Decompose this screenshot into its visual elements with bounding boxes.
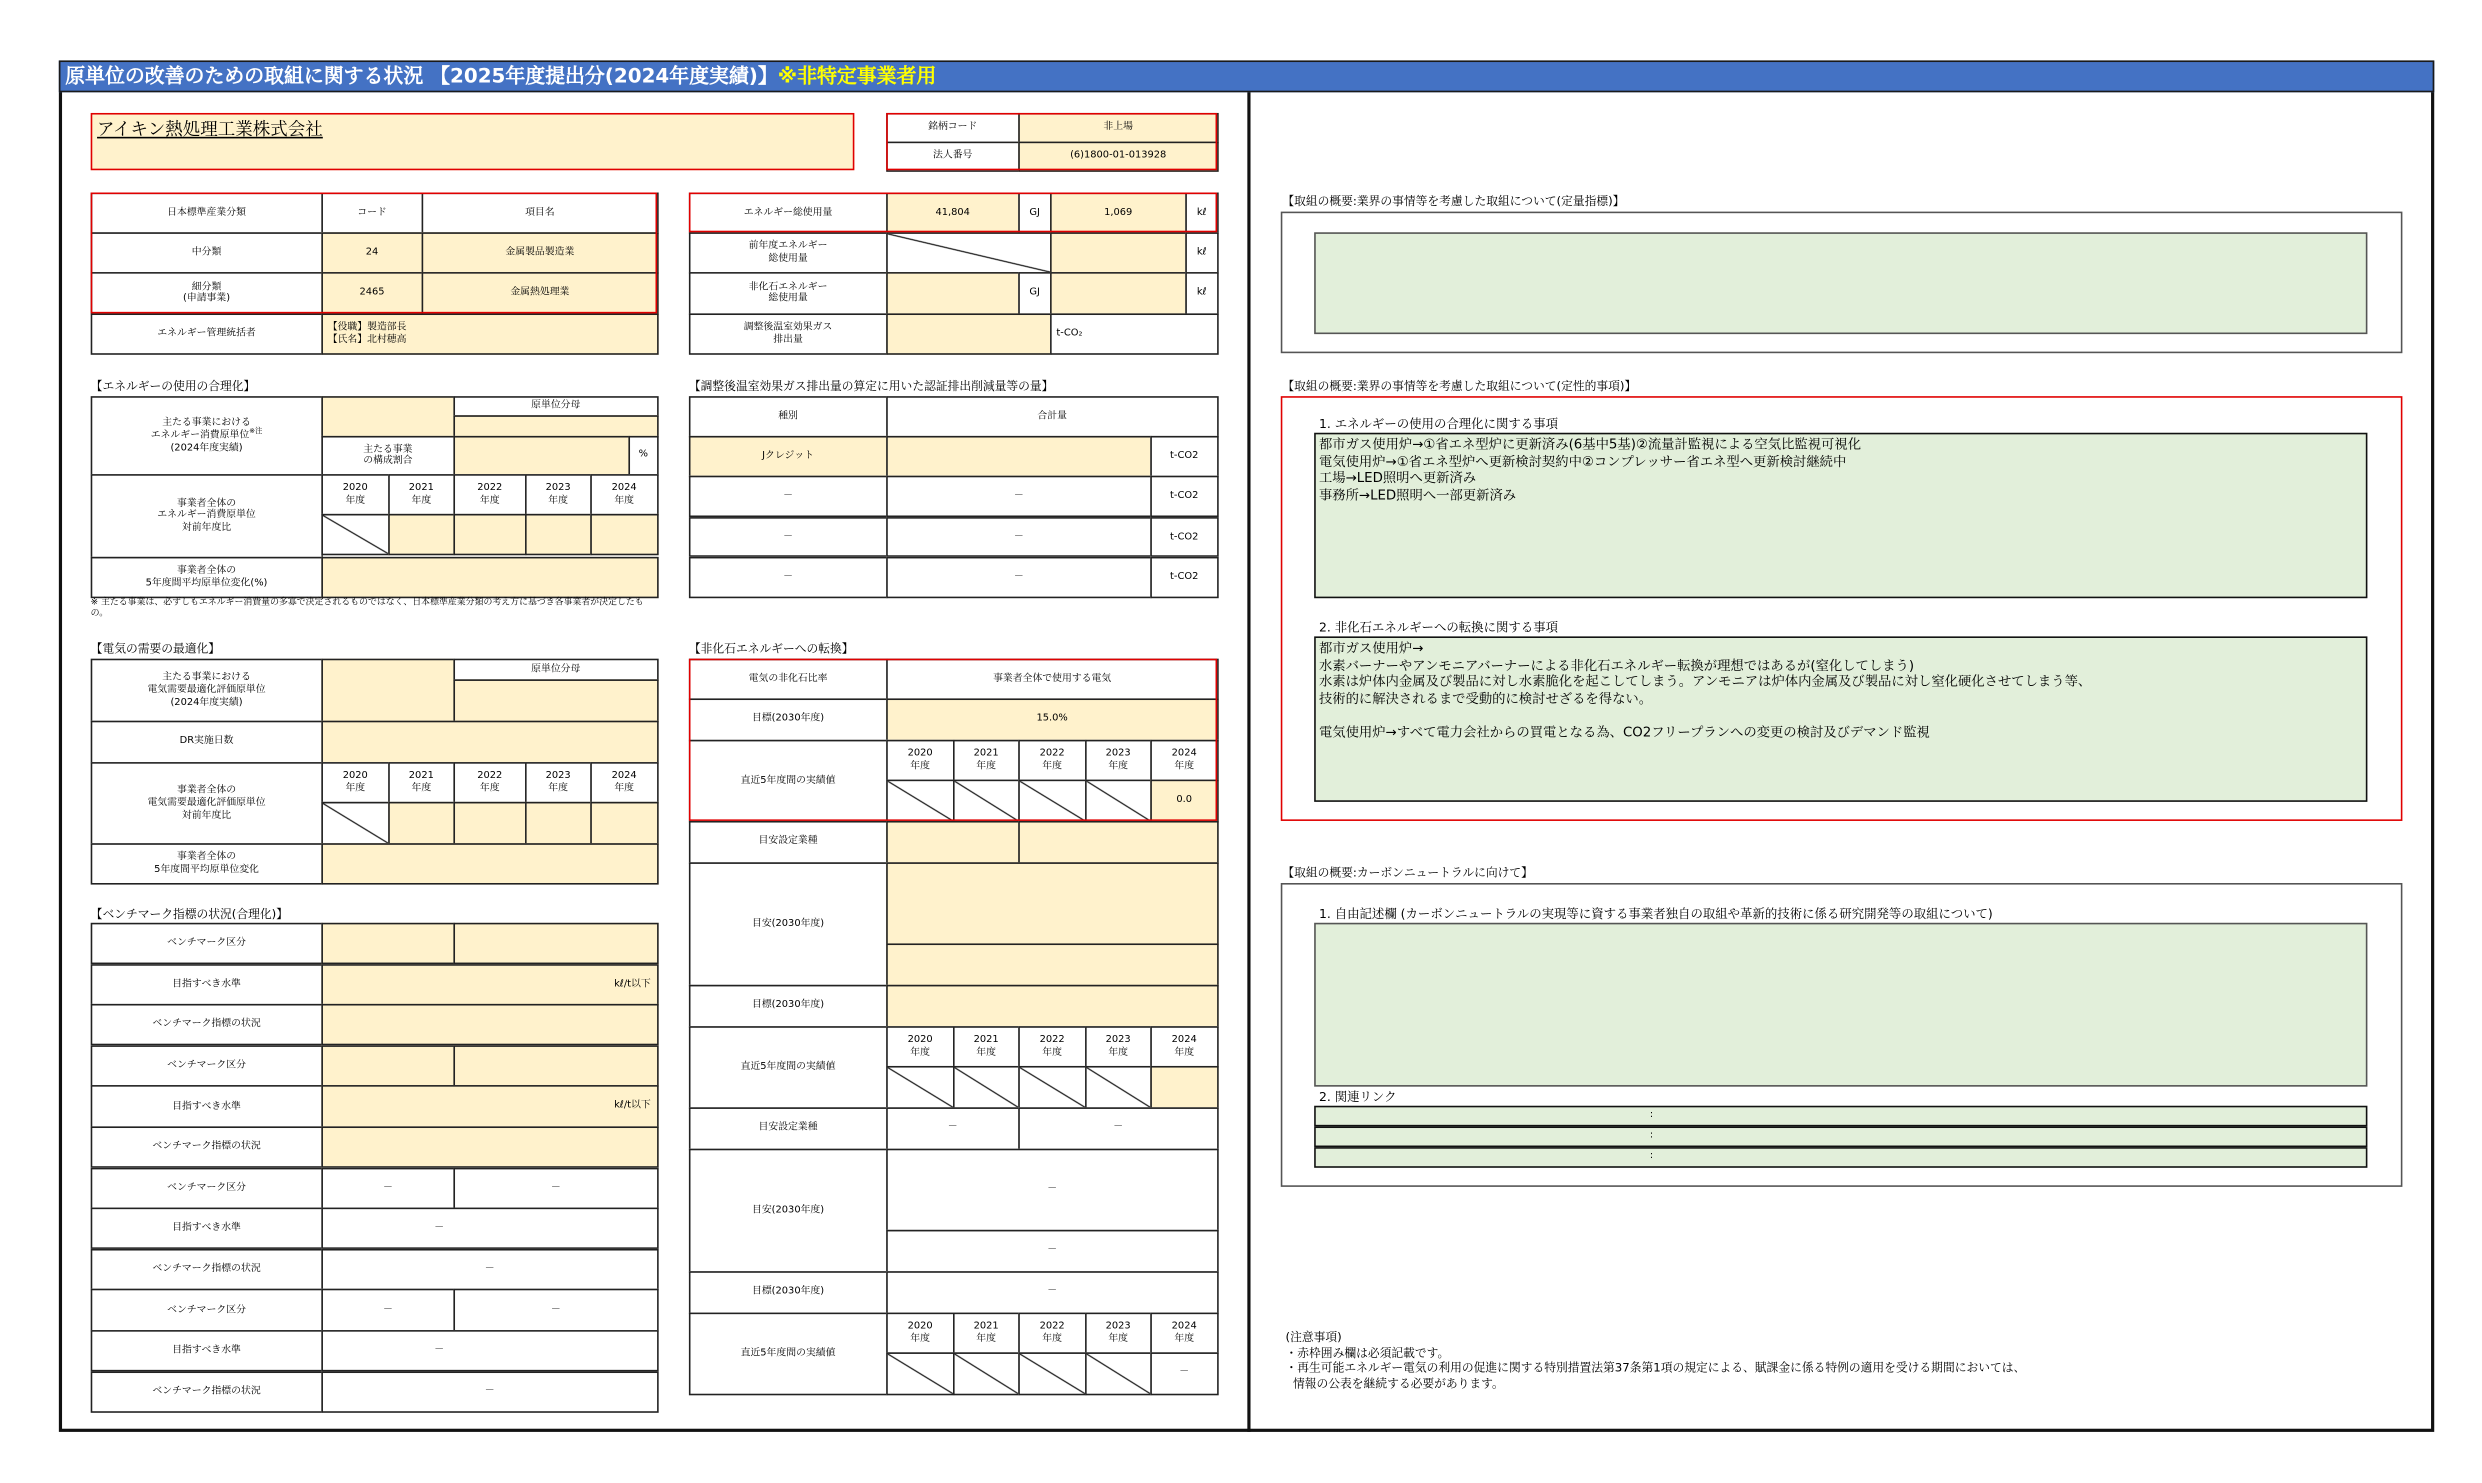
actual-label: 直近5年度間の実績値 bbox=[689, 1026, 887, 1108]
benchmark-category-field[interactable]: － bbox=[453, 1289, 658, 1331]
dr-days-label: DR実施日数 bbox=[91, 721, 323, 763]
actual-2024-value[interactable]: 0.0 bbox=[1150, 780, 1218, 822]
credit-unit: t-CO2 bbox=[1150, 516, 1218, 557]
company-name-field[interactable] bbox=[91, 113, 855, 170]
guide-industry-field[interactable] bbox=[886, 821, 1019, 863]
manager-name: 北村穂高 bbox=[367, 333, 407, 345]
avg-change-label: 事業者全体の 5年度間平均原単位変化(%) bbox=[91, 557, 323, 598]
benchmark-category-field[interactable]: － bbox=[321, 1289, 454, 1331]
credit-type[interactable]: Jクレジット bbox=[689, 436, 887, 477]
guide-field[interactable] bbox=[886, 943, 1218, 985]
prev-energy-label: 前年度エネルギー 総使用量 bbox=[689, 232, 887, 273]
nonfossil-energy-label: 非化石エネルギー 総使用量 bbox=[689, 272, 887, 314]
benchmark-level-label: 目指すべき水準 bbox=[91, 1086, 323, 1128]
nonfossil-ratio-label: 電気の非化石比率 bbox=[689, 659, 887, 700]
year-header: 2020 年度 bbox=[886, 1026, 954, 1067]
guide-industry-label: 目安設定業種 bbox=[689, 1107, 887, 1149]
item-name-header: 項目名 bbox=[422, 193, 658, 234]
unit-gj: GJ bbox=[1018, 193, 1051, 234]
ghg-label: 調整後温室効果ガス 排出量 bbox=[689, 313, 887, 354]
text-line: 事務所→LED照明へ一部更新済み bbox=[1318, 486, 1517, 503]
benchmark-level-value: － bbox=[434, 1222, 445, 1234]
year-value-na bbox=[1085, 780, 1151, 822]
credits-section-title: 【調整後温室効果ガス排出量の算定に用いた認証排出削減量等の量】 bbox=[688, 378, 1054, 393]
energy-total-label: エネルギー総使用量 bbox=[689, 193, 887, 234]
year-header: 2024 年度 bbox=[590, 762, 658, 803]
credit-type[interactable]: － bbox=[689, 556, 887, 597]
qual-s1-title: 1. エネルギーの使用の合理化に関する事項 bbox=[1318, 416, 1559, 432]
guide-field[interactable]: － bbox=[886, 1149, 1218, 1231]
year-value[interactable] bbox=[525, 802, 591, 844]
qual-section-title: 【取組の概要:業界の事情等を考慮した取組について(定性的事項)】 bbox=[1282, 378, 1637, 393]
cn-s1-title: 1. 自由記述欄 (カーボンニュートラルの実現等に資する事業者独自の取組や革新的技術に係る研究開発等の取組について) bbox=[1318, 906, 1993, 922]
credit-type-header: 種別 bbox=[689, 396, 887, 437]
credit-total[interactable] bbox=[886, 436, 1151, 477]
benchmark-status-field[interactable] bbox=[321, 1004, 658, 1046]
qual-s2-text-field[interactable] bbox=[1314, 636, 2367, 801]
benchmark-level-label: 目指すべき水準 bbox=[91, 963, 323, 1005]
rational-footnote: ※ 主たる事業は、必ずしもエネルギー消費量の多寡で決定されるものではなく、日本標準産業分類の考え方に基づき各事業者が決定したもの。 bbox=[90, 598, 644, 619]
text-line: 都市ガス使用炉→①省エネ型炉に更新済み(6基中5基)②流量計監視による空気比監視可視化 bbox=[1318, 435, 1862, 452]
year-header: 2021 年度 bbox=[953, 1026, 1019, 1067]
actual-2024-value[interactable] bbox=[1150, 1066, 1218, 1108]
benchmark-status-field[interactable]: － bbox=[321, 1249, 658, 1291]
benchmark-status-label: ベンチマーク指標の状況 bbox=[91, 1004, 323, 1046]
sub-class-label: 細分類 (申請事業) bbox=[91, 272, 323, 314]
unit-kl: kℓ bbox=[1185, 193, 1218, 234]
target-label: 目標(2030年度) bbox=[689, 698, 887, 740]
credit-type[interactable]: － bbox=[689, 476, 887, 517]
year-value-na bbox=[886, 780, 954, 822]
electric-avg-value[interactable] bbox=[321, 843, 658, 884]
note-line: 情報の公表を継続する必要があります。 bbox=[1285, 1376, 1504, 1391]
related-link-row[interactable] bbox=[1314, 1126, 2367, 1147]
credit-type[interactable]: － bbox=[689, 516, 887, 557]
year-header: 2020 年度 bbox=[321, 474, 389, 515]
cn-free-text-field[interactable] bbox=[1314, 923, 2367, 1087]
guide-label: 目安(2030年度) bbox=[689, 1149, 887, 1273]
energy-manager-label: エネルギー管理統括者 bbox=[91, 313, 323, 354]
main-intensity-value[interactable] bbox=[321, 396, 454, 437]
electric-main-label: 主たる事業における 電気需要最適化評価原単位 (2024年度実績) bbox=[91, 659, 323, 722]
stock-code-label: 銘柄コード bbox=[886, 113, 1019, 143]
benchmark-category-field[interactable] bbox=[321, 1045, 454, 1087]
overall-intensity-label: 事業者全体の エネルギー消費原単位 対前年度比 bbox=[91, 474, 323, 558]
guide-industry-field[interactable]: － bbox=[886, 1107, 1019, 1149]
mid-class-label: 中分類 bbox=[91, 232, 323, 273]
benchmark-level-value bbox=[321, 963, 556, 1004]
text-line: 工場→LED照明へ更新済み bbox=[1318, 469, 1477, 486]
year-value-na bbox=[1018, 1066, 1086, 1108]
denominator-value[interactable] bbox=[453, 679, 658, 721]
benchmark-level-unit bbox=[557, 1330, 657, 1371]
unit-kl: kℓ bbox=[1185, 272, 1218, 314]
target-value[interactable]: 15.0% bbox=[886, 698, 1218, 740]
link-separator: : bbox=[1649, 1150, 1654, 1162]
actual-label: 直近5年度間の実績値 bbox=[689, 1313, 887, 1395]
electric-main-value[interactable] bbox=[321, 659, 454, 722]
text-line: 水素は炉体内金属及び製品に対し水素脆化を起こしてしまう。アンモニアは炉体内金属及び製品に対し窒化硬化させてしまう等、 bbox=[1318, 673, 2092, 690]
cell-text: ※注 bbox=[249, 428, 263, 437]
benchmark-level-value: － bbox=[434, 1344, 445, 1356]
benchmark-category-field[interactable]: － bbox=[321, 1167, 454, 1209]
year-header: 2022 年度 bbox=[453, 474, 526, 515]
benchmark-status-field[interactable] bbox=[321, 1126, 658, 1168]
energy-total-gj[interactable]: 41,804 bbox=[886, 193, 1019, 234]
text-line: 電気使用炉→①省エネ型炉へ更新検討契約中②コンプレッサー省エネ型へ更新検討継続中 bbox=[1318, 452, 1847, 469]
notes-heading: (注意事項) bbox=[1285, 1330, 1342, 1345]
cell-text: 【氏名】 bbox=[327, 333, 368, 345]
cell-text: 主たる事業における エネルギー消費原単位 bbox=[150, 416, 251, 442]
prev-energy-gj-na bbox=[886, 232, 1051, 273]
title-note: ※非特定事業者用 bbox=[777, 63, 937, 88]
dr-days-value[interactable] bbox=[321, 721, 658, 763]
ghg-value[interactable] bbox=[886, 313, 1051, 354]
year-header: 2021 年度 bbox=[953, 740, 1019, 781]
note-line: ・再生可能エネルギー電気の利用の促進に関する特別措置法第37条第1項の規定による、賦課金に係る特例の適用を受ける期間においては、 bbox=[1285, 1360, 2026, 1376]
electric-avg-label: 事業者全体の 5年度間平均原単位変化 bbox=[91, 843, 323, 884]
link-separator: : bbox=[1649, 1129, 1654, 1141]
sub-class-code[interactable]: 2465 bbox=[321, 272, 422, 314]
year-header: 2020 年度 bbox=[886, 740, 954, 781]
page-title: 原単位の改善のための取組に関する状況 【2025年度提出分(2024年度実績)】 bbox=[65, 63, 778, 88]
year-header: 2023 年度 bbox=[1085, 740, 1151, 781]
credit-unit: t-CO2 bbox=[1150, 436, 1218, 477]
sub-class-name[interactable]: 金属熱処理業 bbox=[422, 272, 658, 314]
benchmark-level-label: 目指すべき水準 bbox=[91, 1208, 323, 1250]
year-value-na bbox=[1085, 1352, 1151, 1394]
guide-industry-label: 目安設定業種 bbox=[689, 821, 887, 863]
year-header: 2024 年度 bbox=[1150, 1313, 1218, 1354]
benchmark-category-label: ベンチマーク区分 bbox=[91, 923, 323, 965]
denominator-label: 原単位分母 bbox=[453, 396, 658, 416]
text-line: 電気使用炉→すべて電力会社からの買電となる為、CO2フリープランへの変更の検討及びデマンド監視 bbox=[1318, 724, 1930, 741]
text-line: 水素バーナーやアンモニアバーナーによる非化石エネルギー転換が理想ではあるが(窒化してしまう) bbox=[1318, 656, 1915, 673]
target-label: 目標(2030年度) bbox=[689, 985, 887, 1027]
cn-section-title: 【取組の概要:カーボンニュートラルに向けて】 bbox=[1282, 865, 1533, 880]
cell-text: (2024年度実績) bbox=[170, 442, 243, 454]
year-header: 2021 年度 bbox=[388, 762, 454, 803]
year-header: 2022 年度 bbox=[1018, 1313, 1086, 1354]
credit-unit: t-CO2 bbox=[1150, 556, 1218, 597]
benchmark-status-field[interactable]: － bbox=[321, 1371, 658, 1413]
year-header: 2024 年度 bbox=[1150, 740, 1218, 781]
year-value[interactable] bbox=[453, 514, 526, 555]
credit-total[interactable]: － bbox=[886, 556, 1151, 597]
year-value-na bbox=[321, 802, 389, 844]
year-value[interactable] bbox=[388, 802, 454, 844]
qual-s2-title: 2. 非化石エネルギーへの転換に関する事項 bbox=[1318, 620, 1559, 635]
column-divider bbox=[1247, 92, 1250, 1432]
credit-total[interactable]: － bbox=[886, 516, 1151, 557]
benchmark-status-label: ベンチマーク指標の状況 bbox=[91, 1126, 323, 1168]
benchmark-category-field[interactable] bbox=[453, 1045, 658, 1087]
share-value[interactable] bbox=[453, 436, 629, 475]
benchmark-category-label: ベンチマーク区分 bbox=[91, 1167, 323, 1209]
actual-label: 直近5年度間の実績値 bbox=[689, 740, 887, 822]
year-header: 2024 年度 bbox=[590, 474, 658, 515]
electric-overall-label: 事業者全体の 電気需要最適化評価原単位 対前年度比 bbox=[91, 762, 323, 844]
link-separator: : bbox=[1649, 1108, 1654, 1121]
guide-industry-field[interactable]: － bbox=[1018, 1107, 1218, 1149]
nonfossil-energy-gj[interactable] bbox=[886, 272, 1019, 314]
year-header: 2022 年度 bbox=[1018, 740, 1086, 781]
year-header: 2024 年度 bbox=[1150, 1026, 1218, 1067]
year-value-na bbox=[1018, 1352, 1086, 1394]
nonfossil-energy-kl[interactable] bbox=[1050, 272, 1186, 314]
guide-field[interactable]: － bbox=[886, 1230, 1218, 1272]
year-value[interactable] bbox=[525, 514, 591, 555]
benchmark-category-field[interactable]: － bbox=[453, 1167, 658, 1209]
benchmark-category-label: ベンチマーク区分 bbox=[91, 1289, 323, 1331]
target-field[interactable] bbox=[886, 985, 1218, 1027]
nonfossil-section-title: 【非化石エネルギーへの転換】 bbox=[688, 641, 854, 656]
mid-class-code[interactable]: 24 bbox=[321, 232, 422, 273]
energy-manager-field[interactable] bbox=[321, 313, 658, 354]
year-value-na bbox=[953, 780, 1019, 822]
year-header: 2022 年度 bbox=[1018, 1026, 1086, 1067]
qual-s1-text-field[interactable] bbox=[1314, 433, 2367, 598]
year-header: 2021 年度 bbox=[388, 474, 454, 515]
electric-section-title: 【電気の需要の最適化】 bbox=[90, 641, 221, 656]
actual-2024-value[interactable]: － bbox=[1150, 1352, 1218, 1394]
benchmark-category-label: ベンチマーク区分 bbox=[91, 1045, 323, 1087]
benchmark-level-unit: kℓ/t以下 bbox=[614, 1099, 651, 1112]
denominator-label: 原単位分母 bbox=[453, 659, 658, 681]
year-header: 2021 年度 bbox=[953, 1313, 1019, 1354]
year-value[interactable] bbox=[590, 514, 658, 555]
benchmark-level-unit: kℓ/t以下 bbox=[614, 977, 651, 989]
mid-class-name[interactable]: 金属製品製造業 bbox=[422, 232, 658, 273]
benchmark-category-field[interactable] bbox=[321, 923, 454, 965]
year-header: 2020 年度 bbox=[886, 1313, 954, 1354]
year-value[interactable] bbox=[453, 802, 526, 844]
nonfossil-scope: 事業者全体で使用する電気 bbox=[886, 659, 1218, 700]
denominator-value[interactable] bbox=[453, 415, 658, 437]
year-header: 2023 年度 bbox=[1085, 1026, 1151, 1067]
unit-gj: GJ bbox=[1018, 272, 1051, 314]
guide-label: 目安(2030年度) bbox=[689, 862, 887, 986]
year-value[interactable] bbox=[590, 802, 658, 844]
benchmark-level-unit bbox=[557, 1208, 657, 1249]
benchmark-level-label: 目指すべき水準 bbox=[91, 1330, 323, 1372]
benchmark-section-title: 【ベンチマーク指標の状況(合理化)】 bbox=[90, 906, 289, 922]
year-header: 2023 年度 bbox=[525, 762, 591, 803]
rational-section-title: 【エネルギーの使用の合理化】 bbox=[90, 378, 256, 393]
benchmark-level-value bbox=[321, 1086, 556, 1127]
main-intensity-label bbox=[91, 396, 323, 475]
related-link-row[interactable] bbox=[1314, 1147, 2367, 1168]
year-header: 2020 年度 bbox=[321, 762, 389, 803]
year-value-na bbox=[886, 1352, 954, 1394]
unit-kl: kℓ bbox=[1185, 232, 1218, 273]
note-line: ・赤枠囲み欄は必須記載です。 bbox=[1285, 1345, 1450, 1360]
quant-text-field[interactable] bbox=[1314, 232, 2367, 334]
year-header: 2023 年度 bbox=[525, 474, 591, 515]
corp-no-field[interactable]: (6)1800-01-013928 bbox=[1018, 142, 1218, 172]
quant-section-title: 【取組の概要:業界の事情等を考慮した取組について(定量指標)】 bbox=[1282, 194, 1625, 209]
year-value-na bbox=[886, 1066, 954, 1108]
guide-industry-field[interactable] bbox=[1018, 821, 1218, 863]
year-value-na bbox=[321, 514, 389, 555]
notes bbox=[1286, 1330, 2026, 1391]
unit-tco2: t-CO₂ bbox=[1050, 313, 1218, 354]
target-label: 目標(2030年度) bbox=[689, 1271, 887, 1313]
related-link-row[interactable] bbox=[1314, 1106, 2367, 1127]
year-value[interactable] bbox=[388, 514, 454, 555]
prev-energy-kl[interactable] bbox=[1050, 232, 1186, 273]
text-line bbox=[1319, 707, 2363, 724]
year-value-na bbox=[1085, 1066, 1151, 1108]
industry-class-header: 日本標準産業分類 bbox=[91, 193, 323, 234]
company-name: アイキン熱処理工業株式会社 bbox=[97, 119, 323, 141]
text-line: 技術的に解決されるまで受動的に検討せざるを得ない。 bbox=[1318, 690, 1653, 707]
avg-change-value[interactable] bbox=[321, 557, 658, 598]
energy-total-kl[interactable]: 1,069 bbox=[1050, 193, 1186, 234]
credit-unit: t-CO2 bbox=[1150, 476, 1218, 517]
benchmark-status-label: ベンチマーク指標の状況 bbox=[91, 1371, 323, 1413]
year-header: 2022 年度 bbox=[453, 762, 526, 803]
year-header: 2023 年度 bbox=[1085, 1313, 1151, 1354]
corp-no-label: 法人番号 bbox=[886, 142, 1019, 172]
credit-total[interactable]: － bbox=[886, 476, 1151, 517]
credit-total-header: 合計量 bbox=[886, 396, 1218, 437]
percent-unit: % bbox=[628, 436, 658, 475]
code-header: コード bbox=[321, 193, 422, 234]
stock-code-field[interactable]: 非上場 bbox=[1018, 113, 1218, 143]
benchmark-category-field[interactable] bbox=[453, 923, 658, 965]
year-value-na bbox=[953, 1352, 1019, 1394]
year-value-na bbox=[1018, 780, 1086, 822]
text-line: 都市ガス使用炉→ bbox=[1318, 639, 1424, 656]
cn-s2-title: 2. 関連リンク bbox=[1318, 1089, 1397, 1105]
year-value-na bbox=[953, 1066, 1019, 1108]
target-field[interactable]: － bbox=[886, 1271, 1218, 1313]
share-label: 主たる事業 の構成割合 bbox=[321, 436, 454, 475]
title-bar bbox=[59, 60, 2434, 92]
benchmark-status-label: ベンチマーク指標の状況 bbox=[91, 1249, 323, 1291]
manager-role: 製造部長 bbox=[367, 321, 407, 333]
cell-text: 【役職】 bbox=[327, 321, 368, 333]
guide-field[interactable] bbox=[886, 862, 1218, 944]
